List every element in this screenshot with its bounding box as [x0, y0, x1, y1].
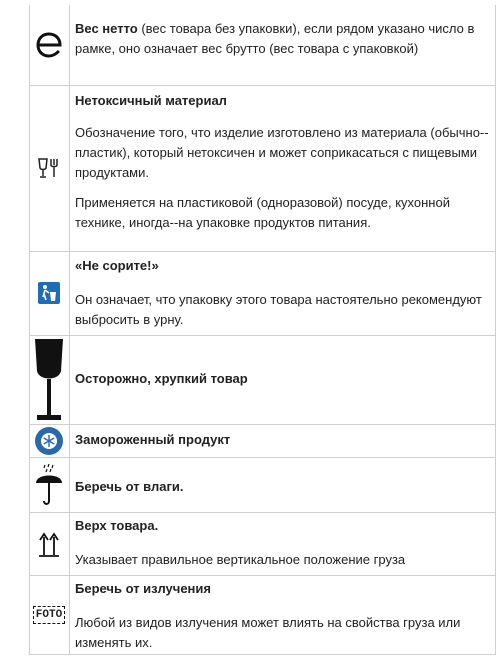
row-description: Указывает правильное вертикальное положение груза — [75, 552, 406, 567]
table-row — [29, 85, 496, 251]
row-description: Любой из видов излучения может влиять на свойства груза или изменять их. — [75, 615, 461, 650]
row-divider — [29, 654, 496, 655]
foto-radiation-icon — [29, 575, 69, 655]
fragile-glass-icon — [29, 335, 69, 424]
symbols-table — [29, 5, 496, 655]
row-title: Замороженный продукт — [75, 432, 231, 447]
row-title: Верх товара. — [75, 518, 159, 533]
estimated-sign-icon — [29, 5, 69, 85]
row-description: Обозначение того, что изделие изготовлено из материала (обычно--пластик), который нетоксичен и может соприкасаться с пищевыми продуктами. — [75, 125, 489, 180]
table-row — [29, 251, 496, 335]
row-title: Нетоксичный материал — [75, 93, 227, 108]
row-text — [75, 256, 490, 330]
row-text — [75, 430, 490, 450]
row-title: Вес нетто — [75, 21, 138, 36]
row-text — [75, 477, 490, 497]
row-text — [75, 516, 490, 570]
row-description-2: Применяется на пластиковой (одноразовой) посуде, кухонной технике, иногда--на упаковке продуктов питания. — [75, 195, 450, 230]
row-text — [75, 369, 490, 389]
table-row — [29, 5, 496, 85]
row-text — [75, 91, 490, 233]
table-row — [29, 512, 496, 575]
table-row — [29, 335, 496, 424]
row-description: Он означает, что упаковку этого товара настоятельно рекомендуют выбросить в урну. — [75, 292, 482, 327]
row-text — [75, 579, 490, 653]
row-title: Беречь от излучения — [75, 581, 211, 596]
this-way-up-arrows-icon — [29, 512, 69, 575]
row-text — [75, 19, 490, 59]
table-row — [29, 457, 496, 512]
foto-label: FOTO — [33, 606, 65, 624]
tidy-man-bin-icon — [29, 251, 69, 335]
row-title: Беречь от влаги. — [75, 479, 184, 494]
row-description: (вес товара без упаковки), если рядом указано число в рамке, оно означает вес брутто (вес товара с упаковкой) — [75, 21, 475, 56]
frozen-snowflake-badge-icon — [29, 424, 69, 457]
row-title: Осторожно, хрупкий товар — [75, 371, 248, 386]
row-title: «Не сорите!» — [75, 258, 159, 273]
table-row — [29, 424, 496, 457]
food-safe-glass-fork-icon — [29, 85, 69, 251]
umbrella-keep-dry-icon — [29, 457, 69, 512]
table-row — [29, 575, 496, 655]
